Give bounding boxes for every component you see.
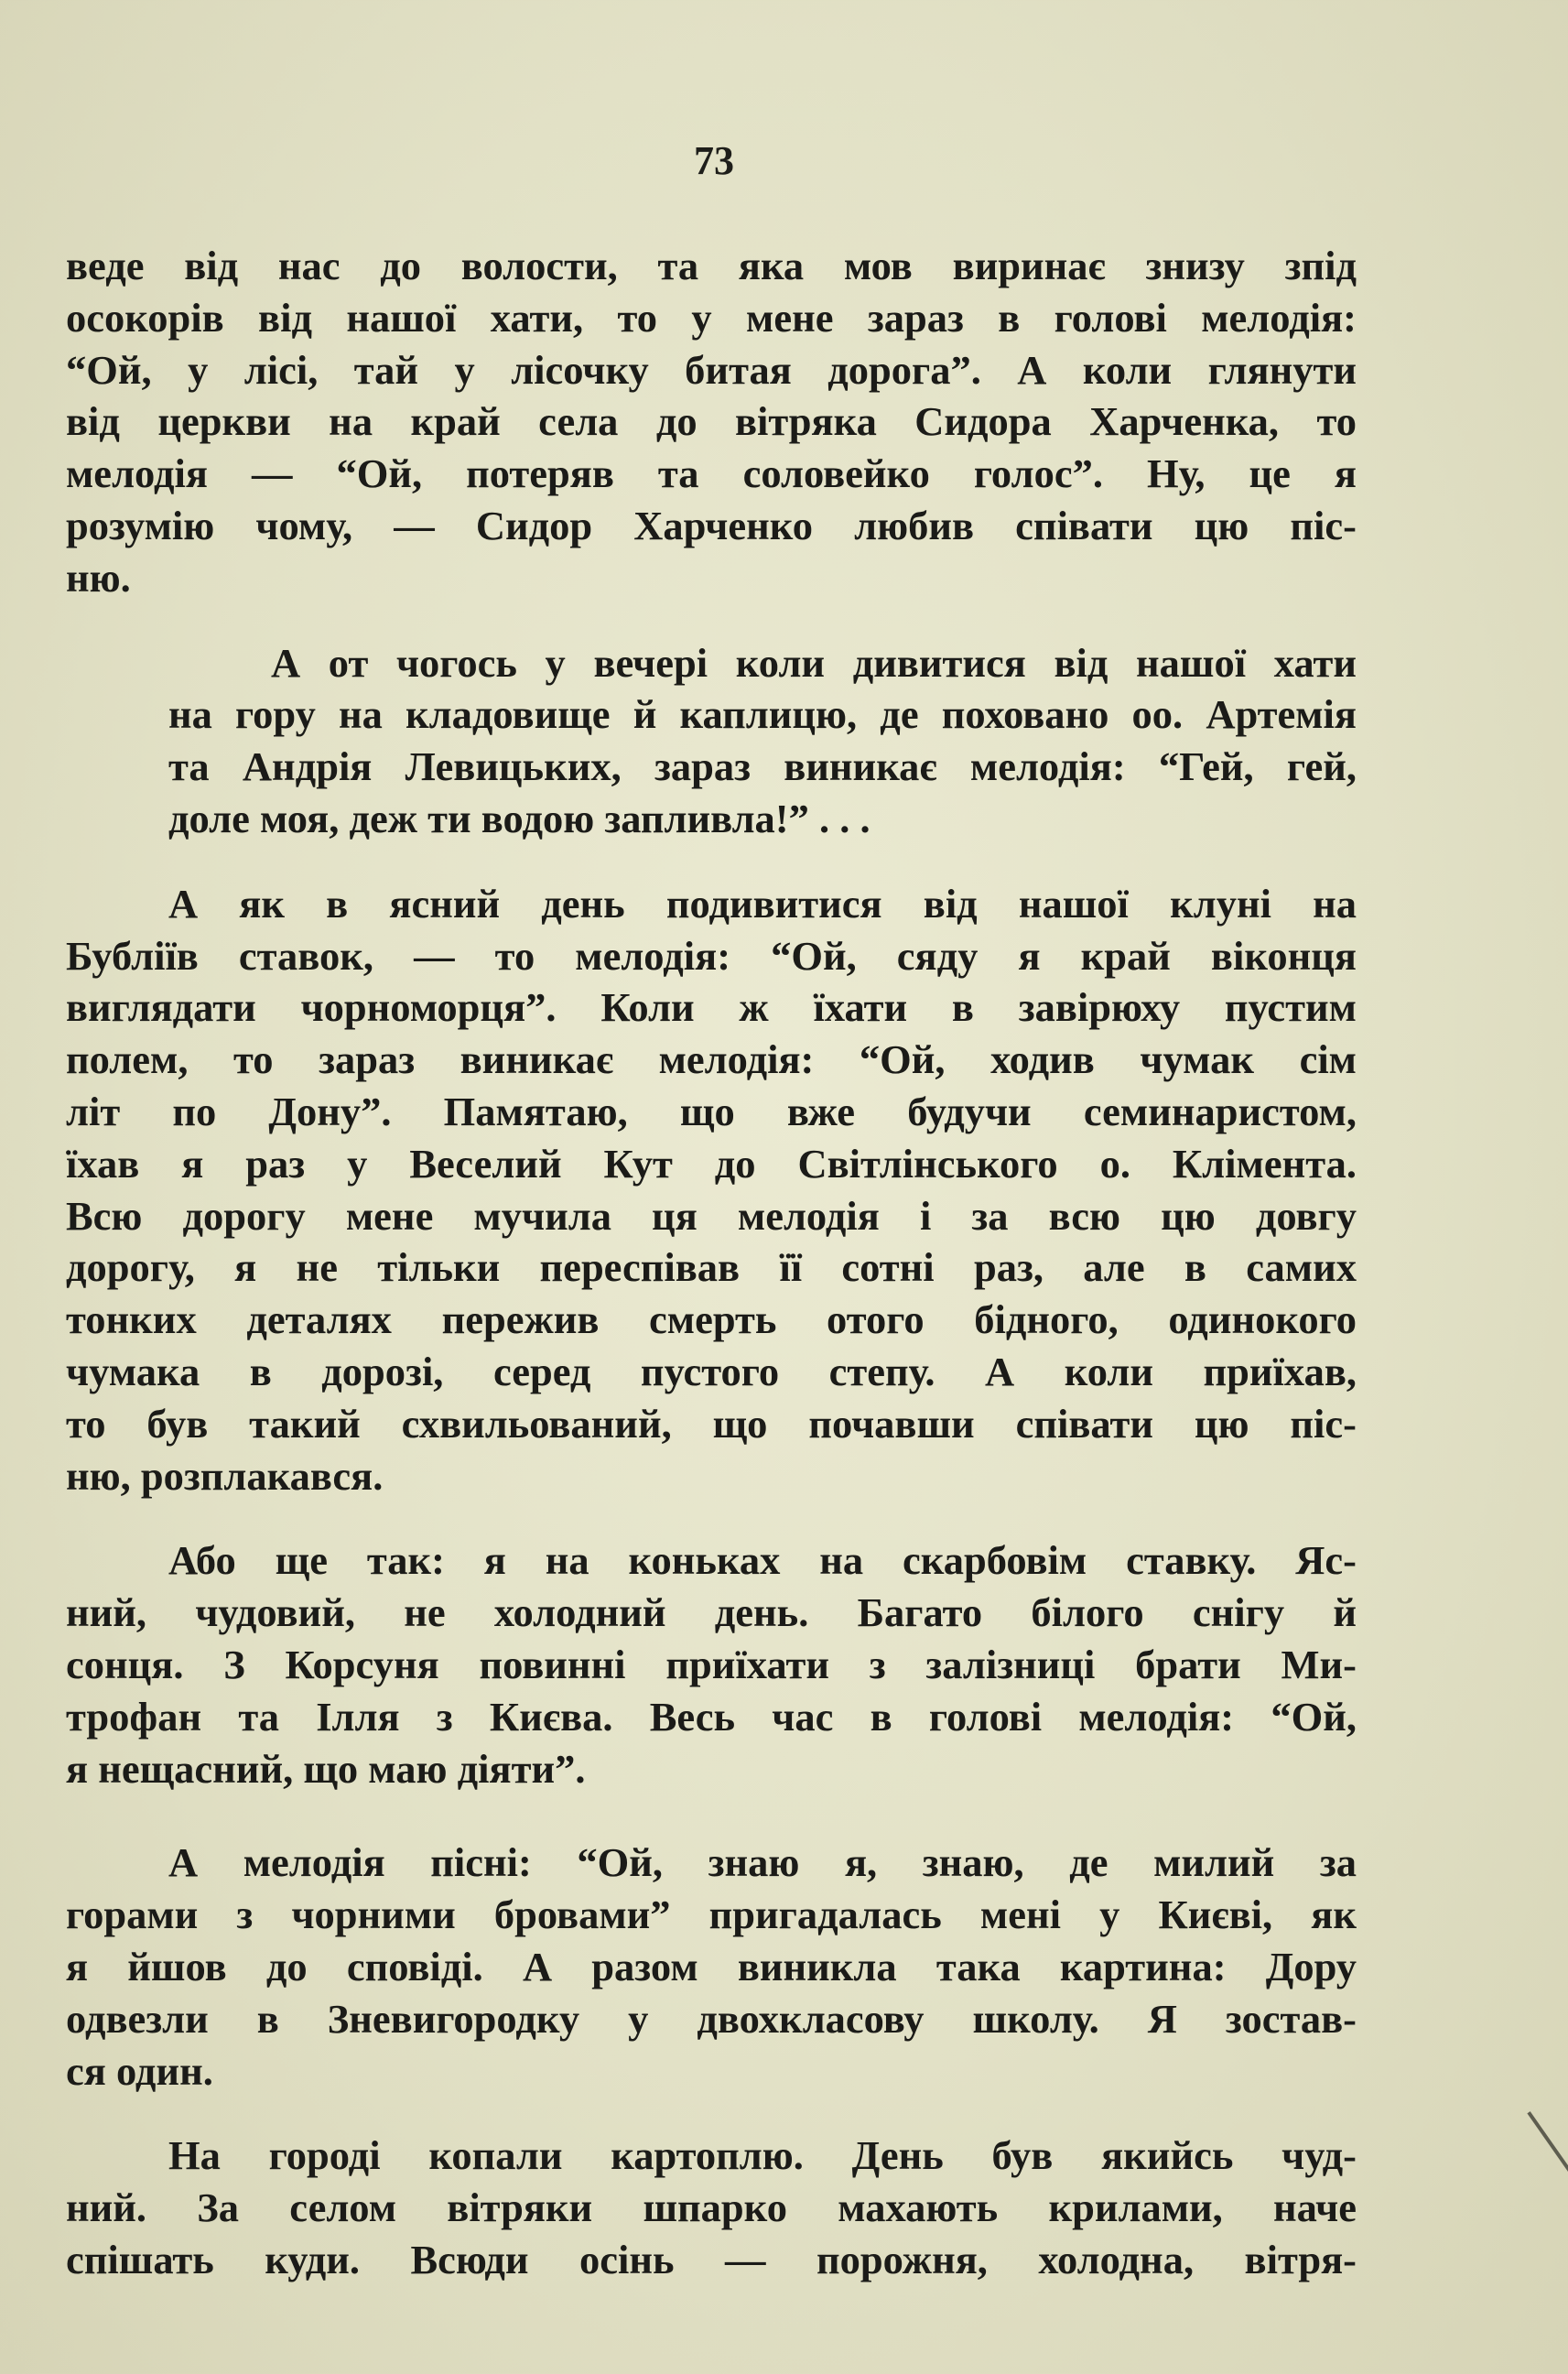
paragraph-6 xyxy=(66,2130,1357,2285)
text-line: ню, розплакався. xyxy=(66,1452,384,1499)
text-line: А мелодія пісні: “Ой, знаю я, знаю, де милий за xyxy=(168,1839,1357,1886)
text-line: літ по Дону”. Памятаю, що вже будучи семинаристом, xyxy=(66,1088,1357,1134)
text-line: На городі копали картоплю. День був якийсь чуд- xyxy=(168,2132,1357,2179)
text-line: Бубліїв ставок, — то мелодія: “Ой, сяду я край віконця xyxy=(66,932,1357,979)
text-line: то був такий схвильований, що почавши співати цю піс- xyxy=(66,1400,1357,1447)
text-line: я нещасний, що маю діяти”. xyxy=(66,1745,586,1792)
text-line: веде від нас до волости, та яка мов виринає знизу зпід xyxy=(66,243,1357,288)
text-line: горами з чорними бровами” пригадалась мені у Києві, як xyxy=(66,1892,1357,1938)
text-line: спішать куди. Всюди осінь — порожня, холодна, вітря- xyxy=(66,2236,1357,2282)
text-line: розумію чому, — Сидор Харченко любив співати цю піс- xyxy=(66,502,1357,548)
text-line: А от чогось у вечері коли дивитися від нашої хати xyxy=(271,639,1357,686)
text-line: від церкви на край села до вітряка Сидора Харченка, то xyxy=(66,398,1357,445)
text-line: тонких деталях пережив смерть отого бідного, одинокого xyxy=(66,1296,1357,1343)
paragraph-1 xyxy=(66,240,1357,604)
margin-pencil-mark xyxy=(1527,2111,1568,2173)
text-line: їхав я раз у Веселий Кут до Світлінського о. Клімента. xyxy=(66,1140,1357,1187)
text-line: осокорів від нашої хати, то у мене зараз в голові мелодія: xyxy=(66,294,1357,341)
text-line: трофан та Ілля з Києва. Весь час в голові мелодія: “Ой, xyxy=(66,1693,1357,1740)
text-line: ний. За селом вітряки шпарко махають крилами, наче xyxy=(66,2184,1357,2231)
page-number: 73 xyxy=(694,138,734,183)
text-line: виглядати чорноморця”. Коли ж їхати в завірюху пустим xyxy=(66,984,1357,1031)
text-line: полем, то зараз виникає мелодія: “Ой, ходив чумак сім xyxy=(66,1036,1357,1083)
text-line: на гору на кладовище й каплицю, де поховано оо. Артемія xyxy=(168,691,1357,738)
text-line: я йшов до сповіді. А разом виникла така картина: Дору xyxy=(66,1943,1357,1989)
text-line: ний, чудовий, не холодний день. Багато білого снігу й xyxy=(66,1589,1357,1636)
page-text xyxy=(66,240,1357,2286)
text-line: ню. xyxy=(66,554,131,601)
paragraph-4 xyxy=(66,1534,1357,1794)
text-line: Або ще так: я на коньках на скарбовім ставку. Яс- xyxy=(168,1537,1357,1584)
text-line: “Ой, у лісі, тай у лісочку битая дорога”. А коли глянути xyxy=(66,346,1357,393)
text-line: дорогу, я не тільки переспівав її сотні раз, але в самих xyxy=(66,1244,1357,1291)
paragraph-5 xyxy=(66,1837,1357,2097)
text-line: одвезли в Зневигородку у двохкласову школу. Я зостав- xyxy=(66,1995,1357,2042)
text-line: сонця. З Корсуня повинні приїхати з залізниці брати Ми- xyxy=(66,1641,1357,1687)
text-line: чумака в дорозі, серед пустого степу. А коли приїхав, xyxy=(66,1348,1357,1394)
paragraph-3 xyxy=(66,878,1357,1502)
text-line: доле моя, деж ти водою запливла!” . . . xyxy=(168,795,871,841)
paragraph-2 xyxy=(66,637,1357,845)
text-line: ся один. xyxy=(66,2047,213,2094)
text-line: мелодія — “Ой, потеряв та соловейко голос”. Ну, це я xyxy=(66,450,1357,497)
text-line: Всю дорогу мене мучила ця мелодія і за всю цю довгу xyxy=(66,1192,1357,1239)
text-line: та Андрія Левицьких, зараз виникає мелодія: “Гей, гей, xyxy=(168,743,1357,790)
text-line: А як в ясний день подивитися від нашої клуні на xyxy=(168,880,1357,927)
